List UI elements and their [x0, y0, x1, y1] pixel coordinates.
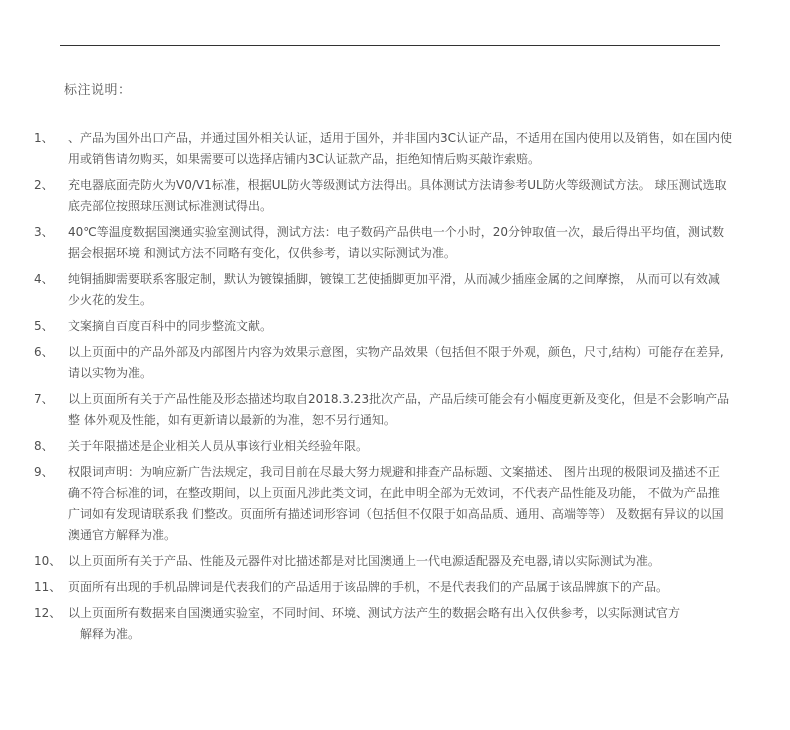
note-number: 2、 [34, 178, 54, 192]
note-item [34, 175, 734, 217]
note-text [68, 269, 734, 311]
note-line: 用或销售请勿购买，如果需要可以选择店铺内3C认证款产品，拒绝知情后购买敲诈索赔。 [68, 152, 541, 166]
note-item [34, 128, 734, 170]
note-line: 以上页面所有数据来自国澳通实验室，不同时间、环境、测试方法产生的数据会略有出入仅供参考，以实际测试官方 [68, 606, 681, 620]
note-text [68, 436, 734, 457]
note-text [68, 551, 734, 572]
note-item [34, 462, 734, 546]
note-number: 6、 [34, 345, 54, 359]
note-line: 请以实物为准。 [68, 366, 153, 380]
notes-heading: 标注说明： [64, 83, 132, 98]
note-line: 以上页面所有关于产品、性能及元器件对比描述都是对比国澳通上一代电源适配器及充电器,请以实际测试为准。 [68, 554, 660, 568]
note-item [34, 436, 734, 457]
note-item [34, 222, 734, 264]
note-number: 8、 [34, 439, 54, 453]
note-line: 关于年限描述是企业相关人员从事该行业相关经验年限。 [68, 439, 369, 453]
note-text [68, 462, 734, 546]
note-text [68, 128, 734, 170]
note-item [34, 603, 734, 645]
note-line: 充电器底面壳防火为V0/V1标准，根据UL防火等级测试方法得出。具体测试方法请参考UL防火等级测试方法。 球压测试选取 [68, 178, 727, 192]
note-number: 4、 [34, 272, 54, 286]
note-line: 整 体外观及性能，如有更新请以最新的为准，恕不另行通知。 [68, 413, 396, 427]
note-item [34, 269, 734, 311]
note-text [68, 175, 734, 217]
note-text [68, 389, 734, 431]
note-text [68, 577, 734, 598]
note-line: 页面所有出现的手机品牌词是代表我们的产品适用于该品牌的手机，不是代表我们的产品属于该品牌旗下的产品。 [68, 580, 669, 594]
notes-list [34, 128, 734, 650]
note-item [34, 551, 734, 572]
note-item [34, 316, 734, 337]
note-number: 10、 [34, 554, 62, 568]
note-text [68, 603, 734, 645]
note-number: 12、 [34, 606, 62, 620]
note-number: 5、 [34, 319, 54, 333]
note-number: 1、 [34, 131, 54, 145]
note-line: 据会根据环境 和测试方法不同略有变化，仅供参考，请以实际测试为准。 [68, 246, 456, 260]
note-number: 9、 [34, 465, 54, 479]
note-line: 权限词声明：为响应新广告法规定，我司目前在尽最大努力规避和排查产品标题、文案描述、 图片出现的极限词及描述不正 [68, 465, 720, 479]
note-text [68, 316, 734, 337]
note-line: 以上页面中的产品外部及内部图片内容为效果示意图，实物产品效果（包括但不限于外观，颜色，尺寸,结构）可能存在差异, [68, 345, 724, 359]
note-line: 澳通官方解释为准。 [68, 528, 177, 542]
note-line: 以上页面所有关于产品性能及形态描述均取自2018.3.23批次产品，产品后续可能会有小幅度更新及变化，但是不会影响产品 [68, 392, 730, 406]
note-line: 40℃等温度数据国澳通实验室测试得，测试方法：电子数码产品供电一个小时，20分钟取值一次，最后得出平均值，测试数 [68, 225, 725, 239]
note-line: 底壳部位按照球压测试标准测试得出。 [68, 199, 273, 213]
note-text [68, 342, 734, 384]
note-number: 3、 [34, 225, 54, 239]
note-line: 、产品为国外出口产品，并通过国外相关认证，适用于国外，并非国内3C认证产品，不适用在国内使用以及销售，如在国内使 [68, 131, 733, 145]
note-line: 解释为准。 [80, 627, 141, 641]
note-text [68, 222, 734, 264]
top-divider [60, 45, 720, 46]
note-number: 11、 [34, 580, 62, 594]
note-line: 少火花的发生。 [68, 293, 153, 307]
note-line: 广词如有发现请联系我 们整改。页面所有描述词形容词（包括但不仅限于如高品质、通用、高端等等） 及数据有异议的以国 [68, 507, 724, 521]
note-line: 纯铜插脚需要联系客服定制，默认为镀镍插脚，镀镍工艺使插脚更加平滑，从而减少插座金属的之间摩擦， 从而可以有效减 [68, 272, 720, 286]
note-line: 确不符合标准的词，在整改期间，以上页面凡涉此类文词，在此申明全部为无效词，不代表产品性能及功能， 不做为产品推 [68, 486, 720, 500]
note-item [34, 577, 734, 598]
note-number: 7、 [34, 392, 54, 406]
note-line: 文案摘自百度百科中的同步整流文献。 [68, 319, 273, 333]
note-item [34, 342, 734, 384]
note-item [34, 389, 734, 431]
